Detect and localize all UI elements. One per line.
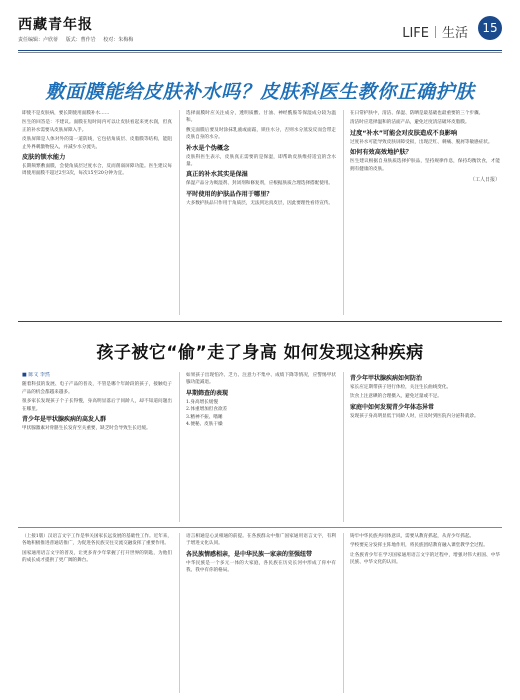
column-rule xyxy=(343,533,344,693)
byline: ■ 陈文 李然 xyxy=(22,372,50,378)
article-divider xyxy=(18,527,502,528)
paragraph: 医生建议根据自身肤质选择护肤品，坚持规律作息，保持均衡饮食，才能拥有健康的皮肤。 xyxy=(350,159,500,172)
paragraph: 中华民族是一个多元一体的大家庭，各民族在历史长河中形成了你中有我、我中有你的格局。 xyxy=(186,560,336,574)
subheading: 如何有效高效地护肤？ xyxy=(350,149,412,157)
article-body-skincare xyxy=(22,110,500,315)
article-headline-skincare: 敷面膜能给皮肤补水吗？皮肤科医生教你正确护肤 xyxy=(45,81,475,103)
article-body-continued xyxy=(22,533,500,693)
section-label xyxy=(402,22,468,41)
paragraph: 很多家长发现孩子个子长得慢，身高明显落后于同龄人，却不知道问题出在哪里。 xyxy=(22,399,172,412)
header-rule xyxy=(18,50,502,51)
editorial-credits xyxy=(18,36,139,43)
list-item: 3.精神不振、嗜睡 xyxy=(186,414,223,420)
article-headline-height: 孩子被它“偷”走了身高 如何发现这种疾病 xyxy=(96,343,424,363)
paragraph: 大多数护肤品只作用于角质层，无法到达真皮层，因此要理性看待宣传。 xyxy=(186,200,334,206)
article-column xyxy=(186,110,336,315)
list-item: 1.身高增长缓慢 xyxy=(186,399,218,405)
subheading: 真正的补水其实是保湿 xyxy=(186,171,248,179)
subheading: 各民族情感相亲，是中华民族一家亲的坚强纽带 xyxy=(186,550,313,558)
subheading: 过度“补水”可能会对皮肤造成不良影响 xyxy=(350,129,458,137)
header-rule-thin xyxy=(18,52,502,53)
article-divider xyxy=(18,321,502,322)
paragraph: 过度补水可能导致皮肤屏障受损，出现泛红、刺痛、脱屑等敏感症状。 xyxy=(350,139,493,145)
paragraph: 随着科技的发展、电子产品的普及，不管是哪个年龄段的孩子，接触电子产品的机会都越来越多。 xyxy=(22,382,172,395)
paragraph: 甲状腺激素对骨骼生长发育至关重要，缺乏时会导致生长迟缓。 xyxy=(22,426,151,432)
section-divider xyxy=(435,26,436,38)
column-rule xyxy=(343,110,344,315)
paragraph: 敷完面膜后要及时涂抹乳液或面霜，锁住水分，否则水分蒸发反而会带走皮肤自身的水分。 xyxy=(186,127,336,141)
article-column xyxy=(350,110,500,315)
paragraph: 医生的回答是：不建议。面膜在短时间内可以让皮肤看起来更水润，但真正的补水需要从皮肤屏障入手。 xyxy=(22,120,172,133)
subheading: 家庭中如何发现青少年体态异常 xyxy=(350,403,435,411)
list-item: 4.便秘、皮肤干燥 xyxy=(186,422,223,428)
newspaper-logo: 西藏青年报 xyxy=(18,17,93,33)
paragraph: 家长应定期带孩子进行体检，关注生长曲线变化。 xyxy=(350,385,452,390)
column-rule xyxy=(343,372,344,522)
section-chinese: 生活 xyxy=(441,26,468,41)
list-item: 2.体重增加但食欲差 xyxy=(186,407,228,413)
article-column xyxy=(22,372,172,522)
column-rule xyxy=(179,110,180,315)
paragraph: 语言相通是心灵相通的前提。在各族群众中推广国家通用语言文字，有利于增进文化认同。 xyxy=(186,534,336,547)
column-rule xyxy=(179,533,180,693)
paragraph: （上接1版）汉语言文字工作是事关国家长远发展的基础性工作。近年来，各地积极推进普通话推广，为促进各民族交往交流交融发挥了重要作用。 xyxy=(22,534,172,547)
article-column xyxy=(350,372,500,522)
section-english: LIFE xyxy=(402,26,429,41)
proofreader-credit: 校对：朱梅梅 xyxy=(103,37,134,43)
paragraph: 国家通用语言文字的普及，让更多青少年掌握了打开世界的钥匙，为他们的成长成才提供了更广阔的舞台。 xyxy=(22,550,172,564)
paragraph: 在日常护肤中，清洁、保湿、防晒是最基础也最重要的三个步骤。 xyxy=(350,111,484,116)
article-source: （工人日报） xyxy=(469,177,500,184)
paragraph: 长期频繁敷面膜，会使角质层过度水合，反而削弱屏障功能。医生建议每周使用面膜不超过2至3次，每次15至20分钟为宜。 xyxy=(22,164,172,177)
designer-credit: 版式：曹作岩 xyxy=(65,37,96,43)
paragraph: 学校要充分发挥主阵地作用，将民族团结教育融入课堂教学全过程。 xyxy=(350,543,488,549)
paragraph: 饮食上注意碘的合理摄入，避免过量或不足。 xyxy=(350,394,442,400)
paragraph: 保湿产品分为吸湿剂、封闭剂和修复剂，应根据肤质合理选择搭配使用。 xyxy=(186,181,334,187)
subheading: 青少年是甲状腺疾病的高发人群 xyxy=(22,416,107,424)
article-body-height xyxy=(22,372,500,522)
subheading: 青少年甲状腺疾病如何防治 xyxy=(350,375,423,382)
article-column xyxy=(186,372,336,522)
paragraph: 铸牢中华民族共同体意识，需要从教育抓起，从青少年抓起。 xyxy=(350,534,475,539)
article-column xyxy=(22,533,172,693)
editor-credit: 责任编辑：卢欣蒂 xyxy=(18,37,59,43)
subheading: 平时使用的护肤品作用于哪里？ xyxy=(186,190,273,198)
page-number-badge: 15 xyxy=(478,16,502,40)
subheading: 补水是个伪概念 xyxy=(186,144,230,152)
masthead xyxy=(18,8,502,52)
paragraph: 如果孩子出现怕冷、乏力、注意力不集中、成绩下降等情况，应警惕甲状腺功能减退。 xyxy=(186,373,336,386)
paragraph: 让各族青少年在学习国家通用语言文字的过程中，增强对伟大祖国、中华民族、中华文化的认同。 xyxy=(350,552,500,566)
paragraph: 清洁时应选择温和的洁面产品，避免过度清洁破坏皮脂膜。 xyxy=(350,120,470,126)
paragraph: 即使不是皮肤病，要长期使用面膜补水…… xyxy=(22,111,110,116)
subheading: 早期筛查的表现 xyxy=(186,389,229,397)
paragraph: 皮肤屏障是人体对外的第一道防线，它包括角质层、皮脂膜等结构，能阻止外界刺激物侵入，并减少水分流失。 xyxy=(22,137,172,150)
paragraph: 发现孩子身高明显低于同龄人时，应及时到医院内分泌科就诊。 xyxy=(350,413,479,419)
paragraph: 选择面膜时应关注成分，透明质酸、甘油、神经酰胺等保湿成分较为温和。 xyxy=(186,111,336,124)
paragraph: 皮肤科医生表示，皮肤真正需要的是保湿，即帮助皮肤维持适宜的含水量。 xyxy=(186,154,336,168)
column-rule xyxy=(179,372,180,522)
article-column xyxy=(22,110,172,315)
article-column xyxy=(186,533,336,693)
article-column xyxy=(350,533,500,693)
subheading: 皮肤的锁水能力 xyxy=(22,154,66,162)
